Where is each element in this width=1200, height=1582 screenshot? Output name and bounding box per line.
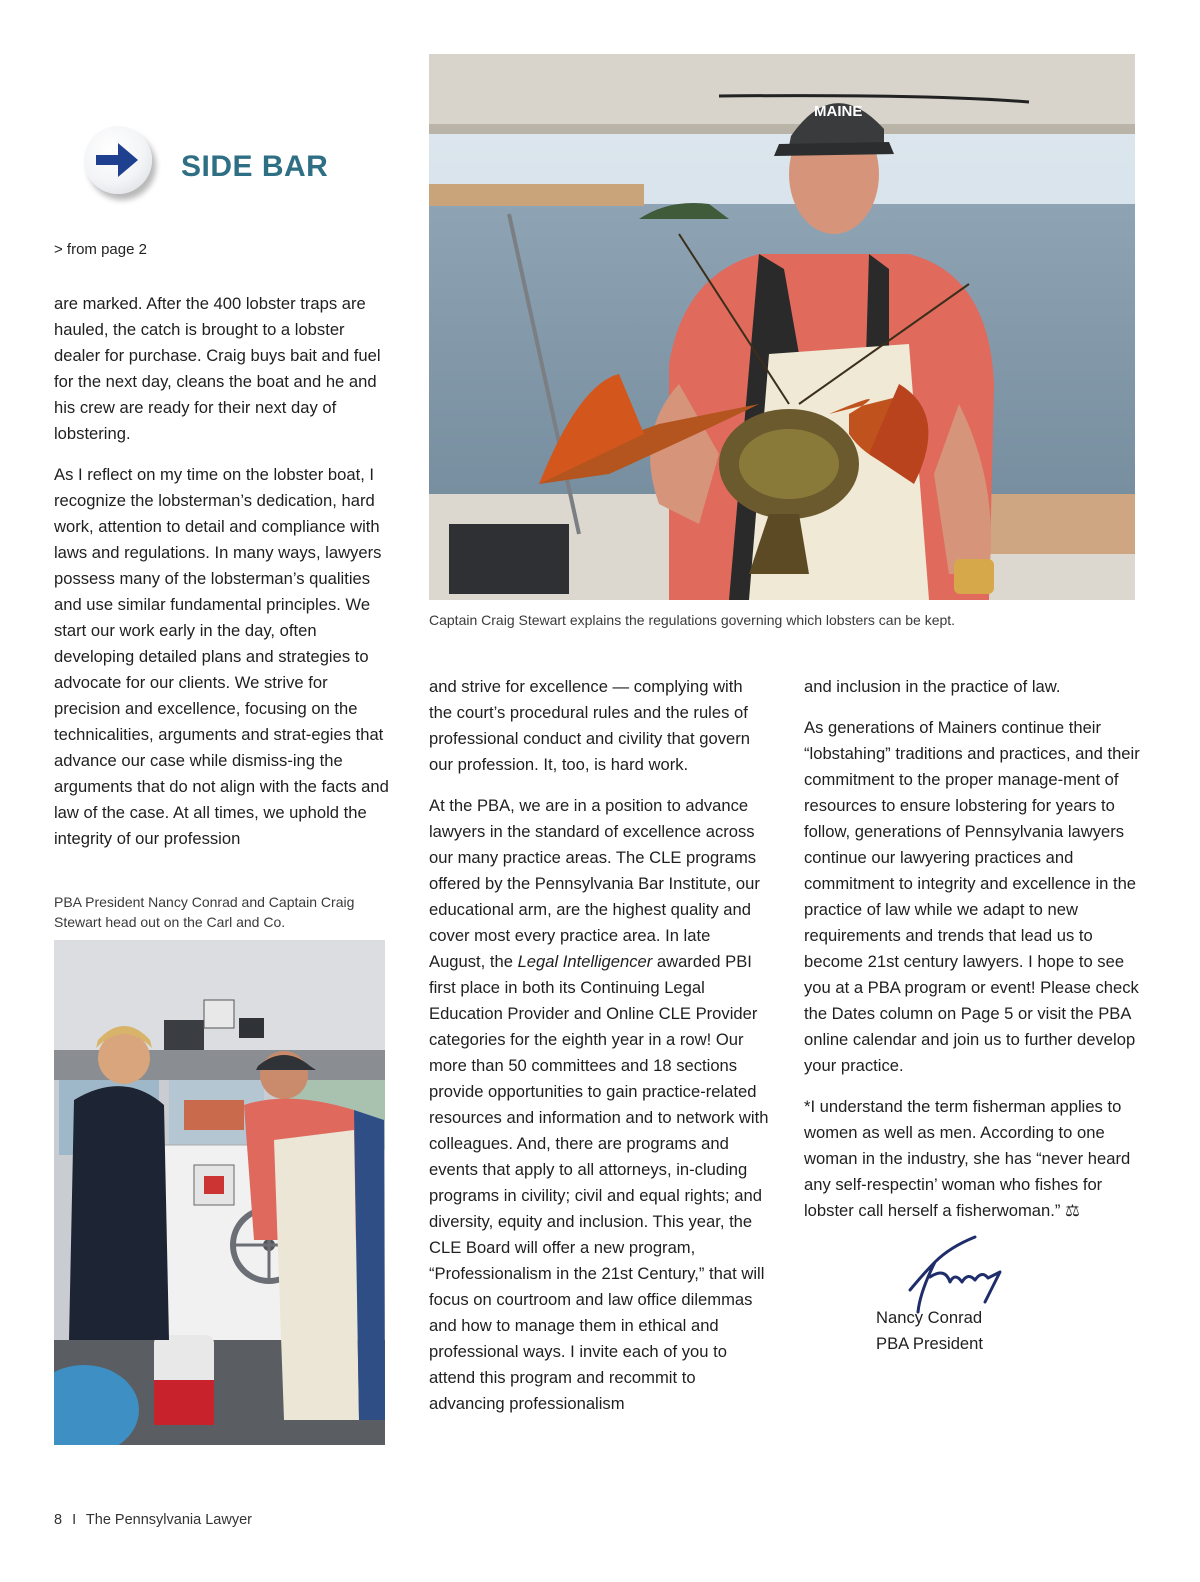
paragraph: are marked. After the 400 lobster traps are hauled, the catch is brought to a lobster dealer for purchase. Craig buys bait and fuel for the next day, cleans the boat and he and his crew are ready for their next day of lobstering. xyxy=(54,294,381,443)
sidebar-title: SIDE BAR xyxy=(181,150,329,183)
page-footer xyxy=(54,1512,252,1528)
paragraph: As generations of Mainers continue their “lobstahing” traditions and practices, and their commitment to the proper manage-ment of resources to ensure lobstering for years to follow, generations of Pennsylvania lawyers continue our lawyering practices and commitment to integrity and excellence in the practice of law while we adapt to new requirements and trends that lead us to become 21st century lawyers. I hope to see you at a PBA program or event! Please check the Dates column on Page 5 or visit the PBA online calendar and join us to further develop your practice. xyxy=(804,718,1140,1075)
right-arrow-icon xyxy=(84,126,152,194)
article-column-2 xyxy=(429,674,769,1417)
paragraph: and strive for excellence — complying with the court’s procedural rules and the rules of professional conduct and civility that govern our profession. It, too, is hard work. xyxy=(429,677,750,774)
paragraph xyxy=(429,793,769,1417)
paragraph-text: At the PBA, we are in a position to advance lawyers in the standard of excellence across our many practice areas. The CLE programs offered by the Pennsylvania Bar Institute, our educational arm, are the highest quality and cover most every practice area. In late August, the xyxy=(429,796,760,971)
signature-block xyxy=(876,1305,983,1357)
lobster-photo xyxy=(429,54,1135,600)
continued-from-label: > from page 2 xyxy=(54,241,147,258)
footer-separator: I xyxy=(72,1512,77,1528)
paragraph: As I reflect on my time on the lobster boat, I recognize the lobsterman’s dedication, hard work, attention to detail and compliance with laws and regulations. In many ways, lawyers possess many of the lobsterman’s qualities and use similar fundamental principles. We start our work early in the day, often developing detailed plans and strategies to advocate for our clients. We strive for precision and excellence, focusing on the technicalities, arguments and strat-egies that advance our case while dismiss-ing the arguments that do not align with the facts and law of the case. At all times, we uphold the integrity of our profession xyxy=(54,465,389,848)
signer-role: PBA President xyxy=(876,1334,984,1353)
article-column-1 xyxy=(54,291,394,852)
paragraph-text: awarded PBI first place in both its Continuing Legal Education Provider and Online CLE Provider categories for the eighth year in a row! Our more than 50 committees and 18 sections provide opportunities to gain practice-related resources and information and to network with colleagues. And, there are programs and events that apply to all attorneys, in-cluding programs in civility; civil and equal rights; and diversity, equity and inclusion. This year, the CLE Board will offer a new program, “Professionalism in the 21st Century,” that will focus on courtroom and law office dilemmas and how to manage them in ethical and professional ways. I invite each of you to attend this program and recommit to advancing professionalism xyxy=(429,952,769,1413)
publication-name: Legal Intelligencer xyxy=(517,952,653,971)
lobster-photo-caption: Captain Craig Stewart explains the regulations governing which lobsters can be kept. xyxy=(429,612,956,628)
paragraph: *I understand the term fisherman applies to women as well as men. According to one woman in the industry, she has “never heard any self-respectin’ woman who fishes for lobster call herself a fisherwoman.” ⚖ xyxy=(804,1097,1131,1220)
article-column-3 xyxy=(804,674,1144,1224)
paragraph: and inclusion in the practice of law. xyxy=(804,677,1061,696)
hat-label: MAINE xyxy=(814,103,863,120)
publication-title: The Pennsylvania Lawyer xyxy=(85,1512,252,1528)
signer-name: Nancy Conrad xyxy=(876,1308,983,1327)
page-number: 8 xyxy=(54,1512,63,1528)
boat-cabin-photo xyxy=(54,940,385,1445)
boat-photo-caption: PBA President Nancy Conrad and Captain Craig Stewart head out on the Carl and Co. xyxy=(54,894,355,930)
